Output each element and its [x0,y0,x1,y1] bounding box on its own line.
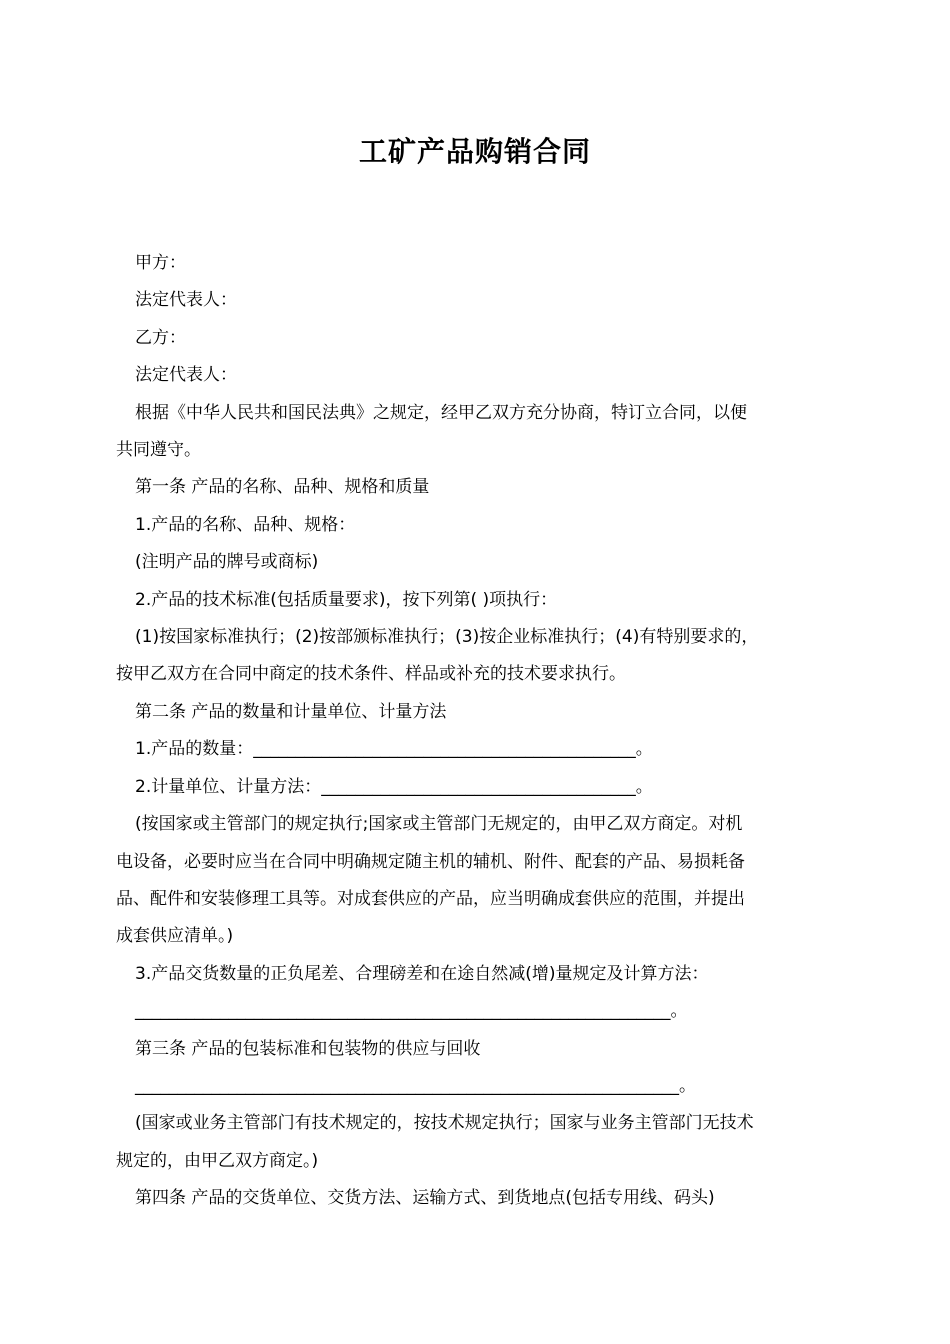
article-1-item-2: 2.产品的技术标准(包括质量要求)，按下列第( )项执行： [135,589,558,610]
standards-paragraph [116,619,838,694]
article-3-blank: ________________________________________________________________。 [135,1075,696,1096]
party-a-representative-line: 法定代表人： [135,290,237,311]
party-b-representative-line: 法定代表人： [135,365,237,386]
article-3-note-paragraph [116,1105,838,1180]
article-2-note-line-3: 品、配件和安装修理工具等。对成套供应的产品，应当明确成套供应的范围，并提出 [116,888,745,909]
preamble-paragraph [116,395,838,470]
preamble-line-2: 共同遵守。 [116,440,201,461]
party-b-line: 乙方： [135,327,186,348]
article-2-note-line-2: 电设备，必要时应当在合同中明确规定随主机的辅机、附件、配套的产品、易损耗备 [116,851,745,872]
article-1-heading: 第一条 产品的名称、品种、规格和质量 [135,477,430,498]
article-3-note-line-1: (国家或业务主管部门有技术规定的，按技术规定执行；国家与业务主管部门无技术 [135,1113,754,1134]
party-a-line: 甲方： [135,253,186,273]
article-2-heading: 第二条 产品的数量和计量单位、计量方法 [135,701,447,722]
standards-line-1: (1)按国家标准执行；(2)按部颁标准执行；(3)按企业标准执行；(4)有特别要求的， [135,627,759,648]
article-2-item-3: 3.产品交货数量的正负尾差、合理磅差和在途自然减(增)量规定及计算方法： [135,963,709,984]
document-body [116,245,838,1218]
article-2-item-2: 2.计量单位、计量方法：_____________________________________。 [135,776,653,797]
article-3-note-line-2: 规定的，由甲乙双方商定。) [116,1150,319,1171]
article-2-item-1: 1.产品的数量：_____________________________________________。 [135,739,653,760]
article-2-note-line-4: 成套供应清单。) [116,926,234,947]
article-1-note: (注明产品的牌号或商标) [135,552,319,573]
article-2-note-line-1: (按国家或主管部门的规定执行;国家或主管部门无规定的，由甲乙双方商定。对机 [135,814,743,835]
article-4-heading: 第四条 产品的交货单位、交货方法、运输方式、到货地点(包括专用线、码头) [135,1188,715,1209]
article-1-item-1: 1.产品的名称、品种、规格： [135,514,356,535]
standards-line-2: 按甲乙双方在合同中商定的技术条件、样品或补充的技术要求执行。 [116,664,626,685]
article-2-note-paragraph [116,806,838,956]
article-2-item-3-blank: _______________________________________________________________。 [135,1001,688,1022]
document-title: 工矿产品购销合同 [358,135,591,168]
article-3-heading: 第三条 产品的包装标准和包装物的供应与回收 [135,1038,481,1059]
preamble-line-1: 根据《中华人民共和国民法典》之规定，经甲乙双方充分协商，特订立合同，以便 [135,402,747,423]
